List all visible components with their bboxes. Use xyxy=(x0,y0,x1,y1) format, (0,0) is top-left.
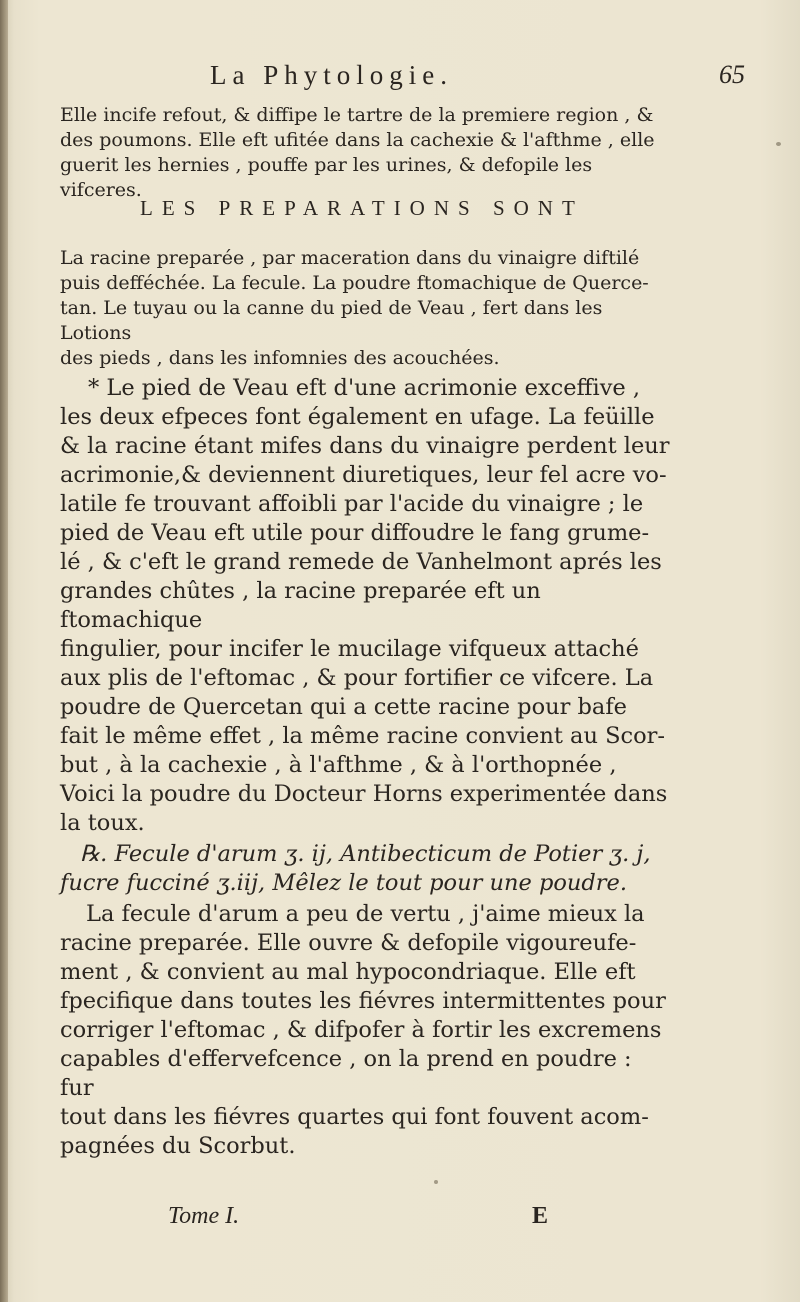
page-number: 65 xyxy=(719,60,745,89)
text-line: tan. Le tuyau ou la canne du pied de Veau , fert dans les Lotions xyxy=(60,297,603,344)
text-line: & la racine étant mifes dans du vinaigre perdent leur xyxy=(60,433,670,459)
text-line: corriger l'eftomac , & difpofer à fortir les excremens xyxy=(60,1017,662,1043)
text-line: latile fe trouvant affoibli par l'acide du vinaigre ; le xyxy=(60,491,644,517)
text-line: ment , & convient au mal hypocondriaque. Elle eft xyxy=(60,959,636,985)
text-line: pagnées du Scorbut. xyxy=(60,1133,296,1159)
text-line: ℞. Fecule d'arum ʒ. ij, Antibecticum de Potier ʒ. j, xyxy=(80,841,651,867)
intro-paragraph xyxy=(60,103,670,203)
volume-label: Tome I. xyxy=(168,1203,240,1229)
text-line: lé , & c'eft le grand remede de Vanhelmont aprés les xyxy=(60,549,662,575)
page-spine-edge xyxy=(0,0,8,1302)
text-line: des pieds , dans les infomnies des acouchées. xyxy=(60,347,500,369)
text-line: fait le même effet , la même racine convient au Scor- xyxy=(60,723,666,749)
text-line: La racine preparée , par maceration dans du vinaigre diftilé xyxy=(60,247,640,269)
text-line: fucre fucciné ʒ.iij, Mêlez le tout pour une poudre. xyxy=(60,870,628,896)
text-line: poudre de Quercetan qui a cette racine pour bafe xyxy=(60,694,627,720)
text-line: acrimonie,& deviennent diuretiques, leur fel acre vo- xyxy=(60,462,667,488)
preparations-heading: LES PREPARATIONS SONT xyxy=(140,196,584,220)
text-line: La fecule d'arum a peu de vertu , j'aime mieux la xyxy=(86,901,645,927)
recipe-paragraph xyxy=(60,840,670,898)
text-line: Elle incife refout, & diffipe le tartre de la premiere region , & xyxy=(60,104,654,126)
preparations-paragraph xyxy=(60,246,670,371)
text-line: capables d'effervefcence , on la prend en poudre : fur xyxy=(60,1046,632,1101)
text-line: grandes chûtes , la racine preparée eft un ftomachique xyxy=(60,578,541,633)
running-title: La Phytologie. xyxy=(210,60,453,90)
text-line: fingulier, pour incifer le mucilage vifqueux attaché xyxy=(60,636,639,662)
closing-paragraph xyxy=(60,900,670,1161)
text-line: * Le pied de Veau eft d'une acrimonie exceffive , xyxy=(88,375,641,401)
text-line: racine preparée. Elle ouvre & defopile vigoureufe- xyxy=(60,930,637,956)
text-line: des poumons. Elle eft ufitée dans la cachexie & l'afthme , elle xyxy=(60,129,655,151)
text-line: les deux efpeces font également en ufage. La feüille xyxy=(60,404,655,430)
text-line: la toux. xyxy=(60,810,145,836)
page-header xyxy=(60,58,745,94)
text-line: Voici la poudre du Docteur Horns experimentée dans xyxy=(60,781,668,807)
signature-mark: E xyxy=(532,1203,549,1229)
main-paragraph xyxy=(60,374,670,838)
text-line: puis defféchée. La fecule. La poudre ftomachique de Querce- xyxy=(60,272,649,294)
text-line: guerit les hernies , pouffe par les urines, & defopile les vifceres. xyxy=(60,154,593,201)
text-line: but , à la cachexie , à l'afthme , & à l'orthopnée , xyxy=(60,752,617,778)
text-line: pied de Veau eft utile pour diffoudre le fang grume- xyxy=(60,520,650,546)
text-line: aux plis de l'eftomac , & pour fortifier ce vifcere. La xyxy=(60,665,654,691)
text-line: fpecifique dans toutes les fiévres intermittentes pour xyxy=(60,988,666,1014)
ink-speck xyxy=(434,1180,438,1184)
ink-speck xyxy=(776,142,781,146)
text-line: tout dans les fiévres quartes qui font fouvent acom- xyxy=(60,1104,649,1130)
